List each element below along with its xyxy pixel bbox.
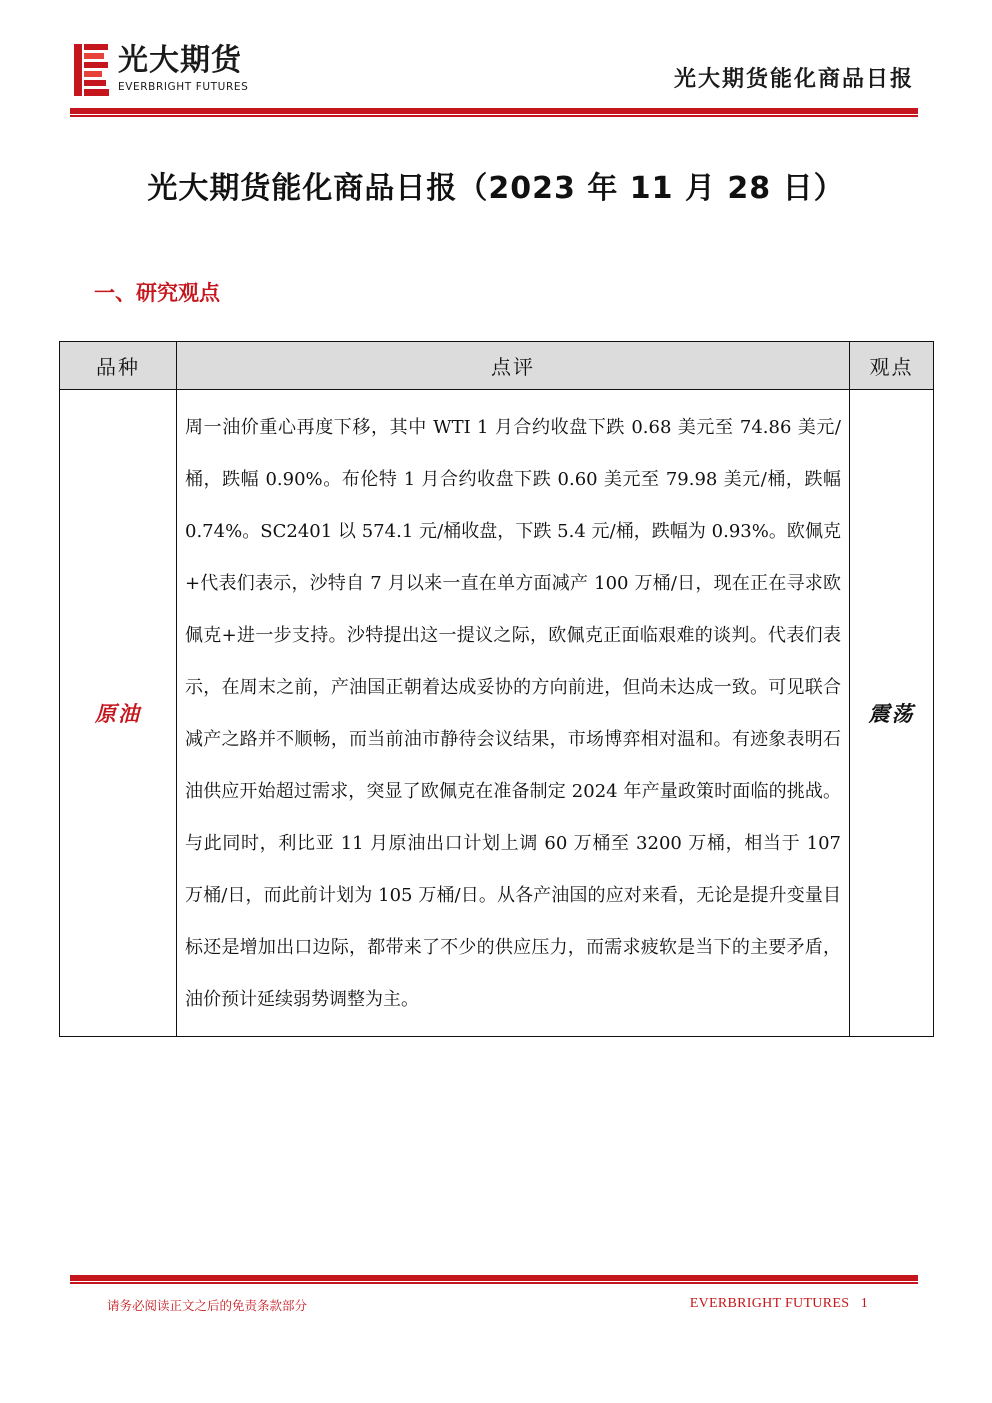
- company-logo: [74, 40, 284, 98]
- footer-disclaimer: 请务必阅读正文之后的免责条款部分: [107, 1298, 308, 1313]
- report-name: 光大期货能化商品日报: [673, 67, 914, 92]
- view-cell: 震荡: [850, 390, 934, 1037]
- header-comment: 点评: [177, 342, 850, 390]
- header-divider: [70, 108, 918, 118]
- logo-chinese-name: 光大期货: [118, 43, 242, 78]
- header-variety: 品种: [60, 342, 177, 390]
- footer-brand: EVERBRIGHT FUTURES: [689, 1296, 850, 1311]
- header-view: 观点: [850, 342, 934, 390]
- table-row: [60, 390, 934, 1037]
- comment-cell: 周一油价重心再度下移，其中 WTI 1 月合约收盘下跌 0.68 美元至 74.86 美元/桶，跌幅 0.90%。布伦特 1 月合约收盘下跌 0.60 美元至 79.98 美元/桶，跌幅 0.74%。SC2401 以 574.1 元/桶收盘，下跌 5.4 元/桶，跌幅为 0.93%。欧佩克+代表们表示，沙特自 7 月以来一直在单方面减产 100 万桶/日，现在正在寻求欧佩克+进一步支持。沙特提出这一提议之际，欧佩克正面临艰难的谈判。代表们表示，在周末之前，产油国正朝着达成妥协的方向前进，但尚未达成一致。可见联合减产之路并不顺畅，而当前油市静待会议结果，市场博弈相对温和。有迹象表明石油供应开始超过需求，突显了欧佩克在准备制定 2024 年产量政策时面临的挑战。与此同时，利比亚 11 月原油出口计划上调 60 万桶至 3200 万桶，相当于 107 万桶/日，而此前计划为 105 万桶/日。从各产油国的应对来看，无论是提升变量目标还是增加出口边际，都带来了不少的供应压力，而需求疲软是当下的主要矛盾，油价预计延续弱势调整为主。: [177, 390, 850, 1037]
- everbright-logo-icon: [74, 44, 110, 96]
- footer-divider: [70, 1275, 918, 1285]
- footer-brand-page: [690, 1296, 868, 1312]
- variety-cell: 原油: [60, 390, 177, 1037]
- logo-english-name: EVERBRIGHT FUTURES: [118, 81, 249, 93]
- research-view-table: [59, 341, 934, 1037]
- table-header-row: [60, 342, 934, 390]
- document-title: 光大期货能化商品日报（2023 年 11 月 28 日）: [147, 171, 845, 206]
- section-heading: 一、研究观点: [94, 281, 220, 305]
- page-number: 1: [860, 1296, 868, 1311]
